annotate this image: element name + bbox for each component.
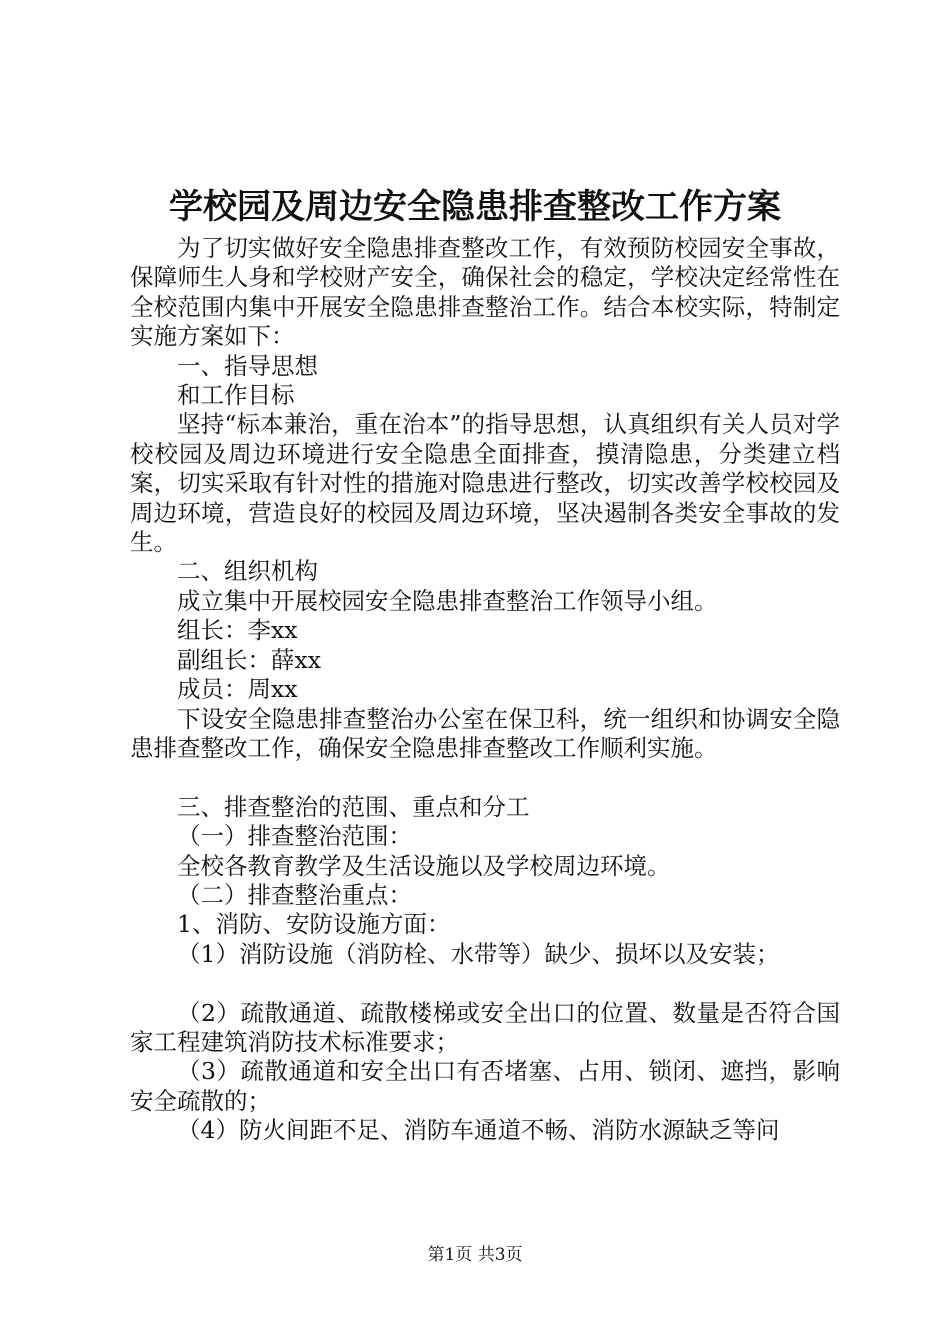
member-line: 成员：周xx <box>177 675 298 704</box>
document-body <box>130 234 840 1146</box>
section-heading-3: 三、排查整治的范围、重点和分工 <box>177 792 530 821</box>
section-heading-1-cont: 和工作目标 <box>177 381 295 410</box>
subheading-scope: （一）排查整治范围： <box>177 822 412 851</box>
scope-paragraph: 全校各教育教学及生活设施以及学校周边环境。 <box>177 851 671 880</box>
guiding-paragraph: 坚持“标本兼治，重在治本”的指导思想，认真组织有关人员对学校校园及周边环境进行安全隐患全面排查，摸清隐患，分类建立档案，切实采取有针对性的措施对隐患进行整改，切实改善学校校园及周边环境，营造良好的校园及周边环境，坚决遏制各类安全事故的发生。 <box>130 410 840 557</box>
paragraph-gap <box>130 969 840 998</box>
leader-line: 组长：李xx <box>177 616 298 645</box>
office-paragraph: 下设安全隐患排查整治办公室在保卫科，统一组织和协调安全隐患排查整改工作，确保安全隐患排查整改工作顺利实施。 <box>130 704 840 762</box>
section-heading-1: 一、指导思想 <box>177 351 318 380</box>
focus-subitem-4: （4）防火间距不足、消防车通道不畅、消防水源缺乏等问 <box>177 1116 780 1145</box>
section-heading-2: 二、组织机构 <box>177 557 318 586</box>
paragraph-gap <box>130 763 840 792</box>
subheading-focus: （二）排查整治重点： <box>177 880 412 909</box>
focus-item-1: 1、消防、安防设施方面： <box>177 910 451 939</box>
focus-subitem-2: （2）疏散通道、疏散楼梯或安全出口的位置、数量是否符合国家工程建筑消防技术标准要求； <box>130 998 840 1056</box>
focus-subitem-1: （1）消防设施（消防栓、水带等）缺少、损坏以及安装； <box>177 939 780 968</box>
org-paragraph: 成立集中开展校园安全隐患排查整治工作领导小组。 <box>177 586 718 615</box>
document-title: 学校园及周边安全隐患排查整改工作方案 <box>169 187 781 227</box>
deputy-leader-line: 副组长：薛xx <box>177 645 322 674</box>
intro-paragraph: 为了切实做好安全隐患排查整改工作，有效预防校园安全事故，保障师生人身和学校财产安全，确保社会的稳定，学校决定经常性在全校范围内集中开展安全隐患排查整治工作。结合本校实际，特制定实施方案如下： <box>130 234 840 351</box>
focus-subitem-3: （3）疏散通道和安全出口有否堵塞、占用、锁闭、遮挡，影响安全疏散的； <box>130 1057 840 1115</box>
page-number-footer: 第1页 共3页 <box>427 1245 523 1265</box>
